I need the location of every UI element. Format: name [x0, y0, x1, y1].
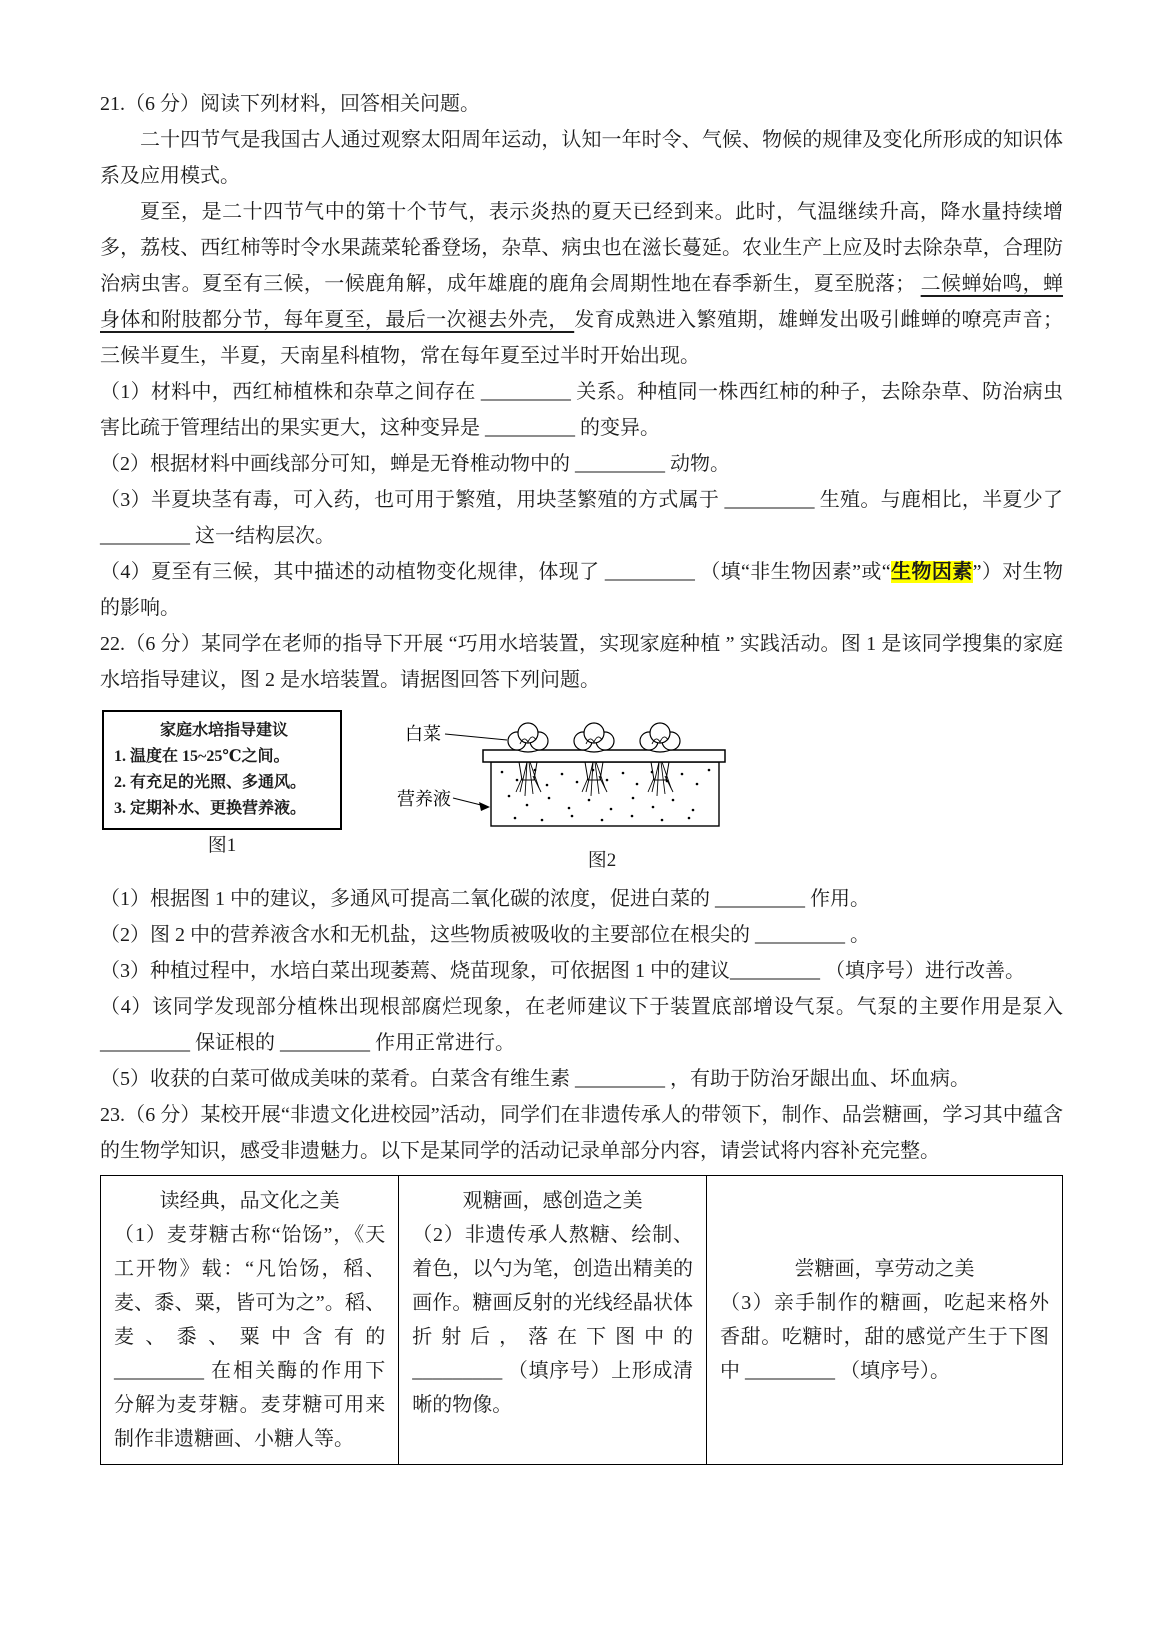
cell2-body: （2）非遗传承人熬糖、绘制、着色，以勺为笔，创造出精美的画作。糖画反射的光线经晶状体折射后，落在下图中的 _________ （填序号）上形成清晰的物像。	[412, 1224, 694, 1416]
cabbage-leader-line	[445, 734, 507, 740]
q21-sub-question-3: （3）半夏块茎有毒，可入药，也可用于繁殖，用块茎繁殖的方式属于 _________ 生殖。与鹿相比，半夏少了_________ 这一结构层次。	[100, 489, 1063, 547]
q21-para2-before: 夏至，是二十四节气中的第十个节气，表示炎热的夏天已经到来。此时，气温继续升高，降水量持续增多，荔枝、西红柿等时令水果蔬菜轮番登场，杂草、病虫也在滋长蔓延。农业生产上应及时去除杂草，合理防治病虫害。夏至有三候，一候鹿角解，成年雄鹿的鹿角会周期性地在春季新生，夏至脱落；	[100, 201, 1063, 295]
q21-heading: 21.（6 分）阅读下列材料，回答相关问题。	[100, 93, 480, 115]
question-21	[100, 86, 1063, 626]
q22-heading: 22.（6 分）某同学在老师的指导下开展 “巧用水培装置，实现家庭种植 ” 实践活动。图 1 是该同学搜集的家庭水培指导建议，图 2 是水培装置。请据图回答下列问题。	[100, 633, 1063, 691]
cabbage-plants	[508, 723, 680, 752]
solution-arrow-head	[479, 802, 490, 811]
figure1-title: 家庭水培指导建议	[159, 722, 288, 739]
q22-sub-question-2: （2）图 2 中的营养液含水和无机盐，这些物质被吸收的主要部位在根尖的 _________ 。	[100, 924, 870, 946]
table-cell-view-sugar-painting	[399, 1176, 707, 1465]
figure1-advice-line-2: 2. 有充足的光照、多通风。	[114, 774, 307, 791]
table-row	[101, 1176, 1063, 1465]
q21-para2-after: 发育成熟进入繁殖期，雄蝉发出吸引雌蝉的嘹亮声音；三候半夏生，半夏，天南星科植物，常在每年夏至过半时开始出现。	[100, 309, 1064, 367]
highlighted-term-biotic-factor: 生物因素	[890, 561, 973, 583]
figure1-caption: 图1	[207, 835, 237, 856]
figure1-advice-line-1: 1. 温度在 15~25℃之间。	[114, 748, 290, 765]
nutrient-solution-label: 营养液	[397, 789, 451, 809]
hydroponic-device-figure	[397, 710, 737, 845]
table-cell-taste-sugar-painting	[707, 1176, 1063, 1465]
q21-sub-question-4	[100, 554, 1063, 626]
cabbage-label: 白菜	[405, 724, 441, 744]
figure1-advice-line-3: 3. 定期补水、更换营养液。	[114, 800, 307, 817]
q21-sub4-after: ”）对生物的影响。	[100, 561, 1063, 619]
q21-sub4-before: （4）夏至有三候，其中描述的动植物变化规律，体现了 _________ （填“非生物因素”或“	[100, 561, 891, 583]
q21-para2-underlined-text: 二候蝉始鸣，蝉身体和附肢都分节，每年夏至，最后一次褪去外壳，	[100, 273, 1064, 331]
q22-sub-question-1: （1）根据图 1 中的建议，多通风可提高二氧化碳的浓度，促进白菜的 _________ 作用。	[100, 888, 870, 910]
q21-sub-question-1: （1）材料中，西红柿植株和杂草之间存在 _________ 关系。种植同一株西红柿的种子，去除杂草、防治病虫害比疏于管理结出的果实更大，这种变异是 _________ 的变异。	[100, 381, 1063, 439]
question-22	[100, 626, 1063, 1097]
cell1-title: 读经典，品文化之美	[159, 1190, 340, 1212]
figure1-advice-box	[102, 710, 342, 830]
table-cell-read-classics	[101, 1176, 399, 1465]
q21-sub-question-2: （2）根据材料中画线部分可知，蝉是无脊椎动物中的 _________ 动物。	[100, 453, 730, 475]
q21-material-para2	[100, 194, 1063, 374]
q21-material-para1: 二十四节气是我国古人通过观察太阳周年运动，认知一年时令、气候、物候的规律及变化所形成的知识体系及应用模式。	[100, 129, 1063, 187]
figures-row	[102, 710, 1063, 873]
q22-sub-question-5: （5）收获的白菜可做成美味的菜肴。白菜含有维生素 _________ ，有助于防治牙龈出血、坏血病。	[100, 1068, 970, 1090]
cell2-title: 观糖画，感创造之美	[462, 1190, 643, 1212]
question-23	[100, 1097, 1063, 1465]
q22-sub-question-3: （3）种植过程中，水培白菜出现萎蔫、烧苗现象，可依据图 1 中的建议_________ （填序号）进行改善。	[100, 960, 1025, 982]
figure-2	[397, 710, 737, 873]
cell3-title: 尝糖画，享劳动之美	[794, 1258, 975, 1280]
cell1-body: （1）麦芽糖古称“饴饧”，《天工开物》载：“凡饴饧，稻、麦、黍、粟，皆可为之”。稻、麦、黍、粟中含有的 _________ 在相关酶的作用下分解为麦芽糖。麦芽糖可用来制作非遗糖画、小糖人等。	[114, 1224, 386, 1450]
figure2-caption: 图2	[587, 850, 617, 871]
cell3-body: （3）亲手制作的糖画，吃起来格外香甜。吃糖时，甜的感觉产生于下图中 _________ （填序号）。	[720, 1292, 1049, 1382]
figure-1	[102, 710, 342, 858]
q22-sub-question-4: （4）该同学发现部分植株出现根部腐烂现象，在老师建议下于装置底部增设气泵。气泵的主要作用是泵入_________ 保证根的 _________ 作用正常进行。	[100, 996, 1063, 1054]
activity-record-table	[100, 1175, 1063, 1465]
planting-tray	[483, 750, 725, 762]
q23-heading: 23.（6 分）某校开展“非遗文化进校园”活动，同学们在非遗传承人的带领下，制作、品尝糖画，学习其中蕴含的生物学知识，感受非遗魅力。以下是某同学的活动记录单部分内容，请尝试将内容补充完整。	[100, 1104, 1063, 1162]
